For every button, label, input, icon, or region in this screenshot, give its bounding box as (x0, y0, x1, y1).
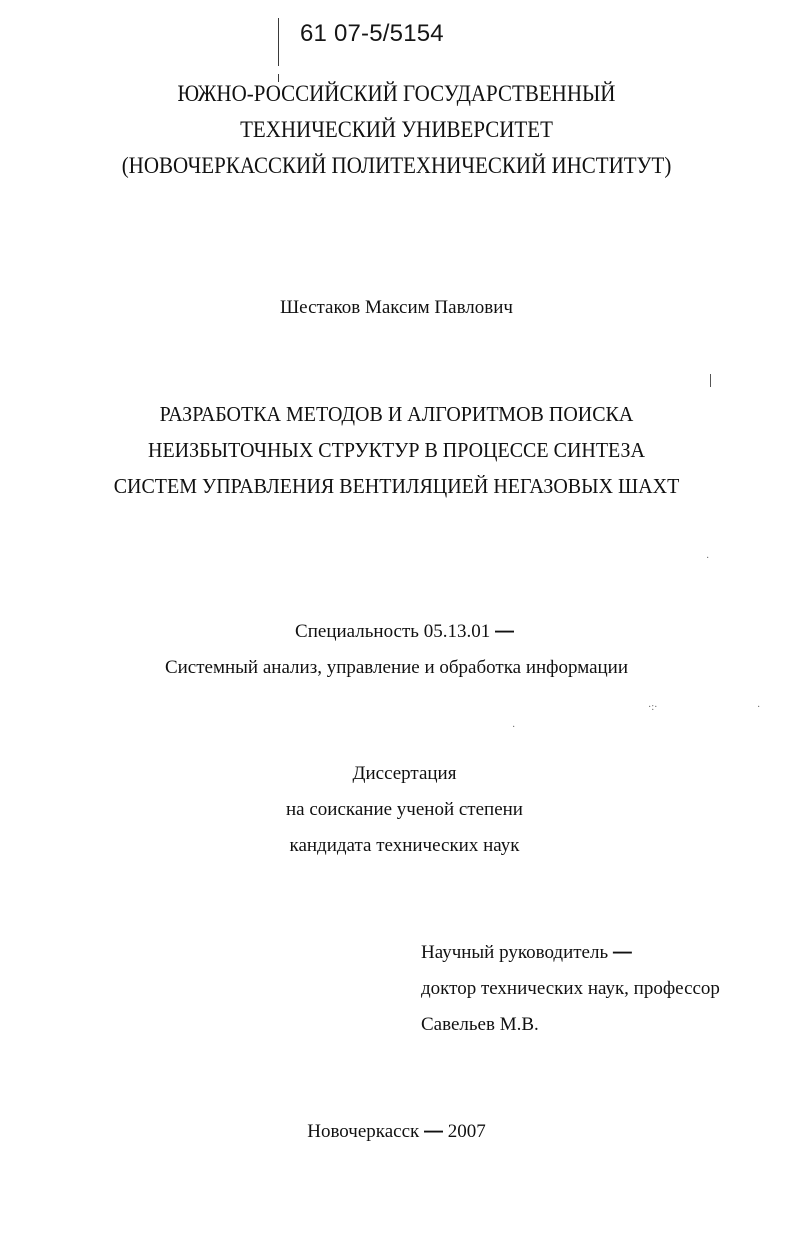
university-name-line-2: ТЕХНИЧЕСКИЙ УНИВЕРСИТЕТ (240, 116, 553, 143)
author-name: Шестаков Максим Павлович (280, 297, 513, 318)
year: 2007 (447, 1121, 486, 1142)
thesis-title-line-1: РАЗРАБОТКА МЕТОДОВ И АЛГОРИТМОВ ПОИСКА (159, 403, 634, 427)
place-year-line (0, 1114, 793, 1150)
scan-edge-line (278, 18, 279, 66)
university-name-line-1: ЮЖНО-РОССИЙСКИЙ ГОСУДАРСТВЕННЫЙ (177, 80, 616, 107)
thesis-title-line-3: СИСТЕМ УПРАВЛЕНИЯ ВЕНТИЛЯЦИЕЙ НЕГАЗОВЫХ ШАХТ (113, 475, 680, 499)
degree-line-2: на соискание ученой степени (286, 799, 523, 820)
supervisor-label: Научный руководитель (421, 942, 609, 963)
specialty-code: Специальность 05.13.01 (295, 621, 491, 642)
scan-speck: · (512, 722, 516, 733)
supervisor-dash: — (612, 942, 632, 963)
specialty-name: Системный анализ, управление и обработка информации (164, 657, 629, 678)
archive-code: 61 07-5/5154 (300, 20, 444, 47)
thesis-title-line-2: НЕИЗБЫТОЧНЫХ СТРУКТУР В ПРОЦЕССЕ СИНТЕЗА (148, 439, 645, 463)
supervisor-label-line (421, 935, 632, 971)
scan-speck: · (706, 553, 710, 564)
place-year-dash: — (424, 1121, 444, 1142)
degree-line-1: Диссертация (352, 763, 457, 784)
city: Новочеркасск (307, 1121, 420, 1142)
specialty-dash: — (494, 621, 514, 642)
degree-line-3: кандидата технических наук (289, 835, 520, 856)
specialty-line (8, 614, 793, 650)
scan-speck: ·:· (648, 702, 658, 713)
scan-speck: · (757, 702, 761, 713)
supervisor-name: Савельев М.В. (421, 1014, 539, 1035)
scan-mark (710, 374, 711, 387)
supervisor-title: доктор технических наук, профессор (421, 978, 720, 999)
university-name-line-3: (НОВОЧЕРКАССКИЙ ПОЛИТЕХНИЧЕСКИЙ ИНСТИТУТ) (121, 152, 672, 179)
